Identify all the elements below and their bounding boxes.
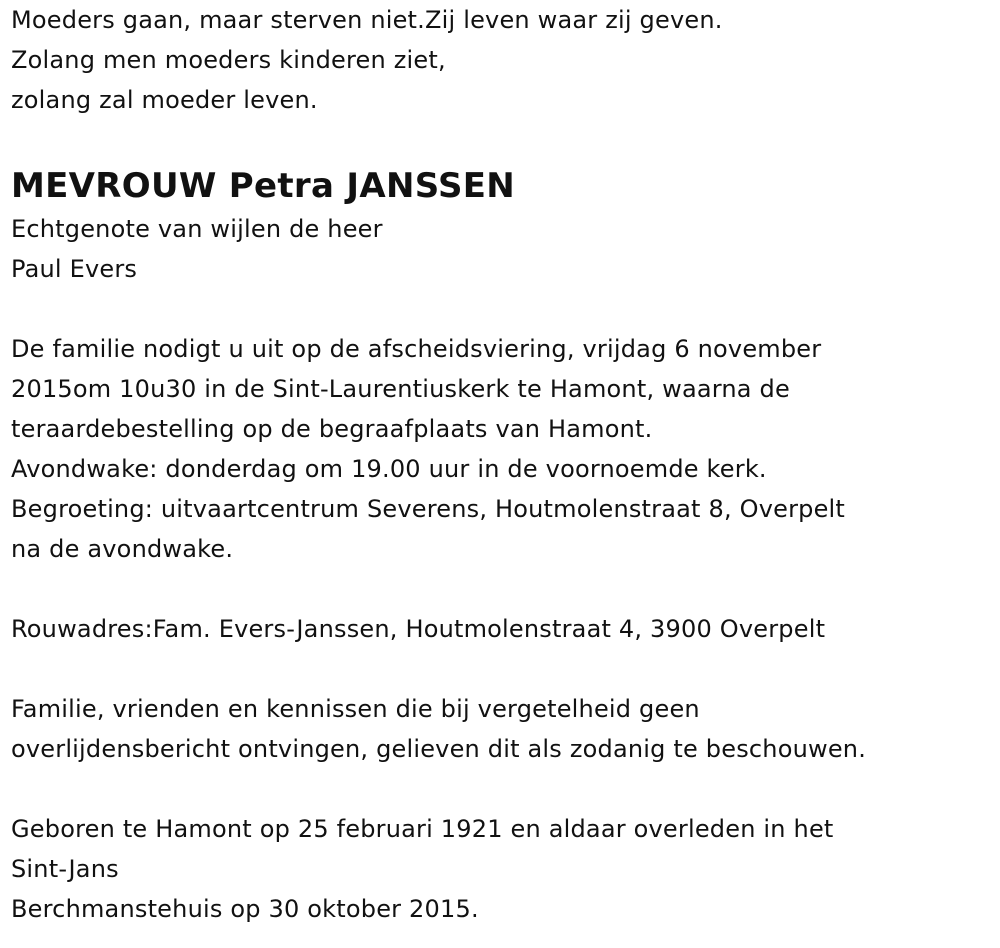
birth-death-line: Sint-Jans: [11, 855, 119, 883]
birth-death-line: Geboren te Hamont op 25 februari 1921 en aldaar overleden in het: [11, 815, 834, 843]
ceremony-line: teraardebestelling op de begraafplaats van Hamont.: [11, 415, 653, 443]
ceremony-line: De familie nodigt u uit op de afscheidsviering, vrijdag 6 november: [11, 335, 822, 363]
spacer: [11, 769, 986, 809]
poem: [11, 0, 986, 120]
spouse-line: Echtgenote van wijlen de heer: [11, 215, 383, 243]
spacer: [11, 569, 986, 609]
notice-line: Familie, vrienden en kennissen die bij vergetelheid geen: [11, 695, 700, 723]
spouse-line: Paul Evers: [11, 255, 138, 283]
birth-death-info: [11, 809, 986, 929]
spacer: [11, 649, 986, 689]
ceremony-line: 2015om 10u30 in de Sint-Laurentiuskerk te Hamont, waarna de: [11, 375, 790, 403]
birth-death-line: Berchmanstehuis op 30 oktober 2015.: [11, 895, 479, 923]
ceremony-info: [11, 329, 986, 569]
notice-info: [11, 689, 986, 769]
spouse-info: [11, 209, 986, 289]
ceremony-line: na de avondwake.: [11, 535, 234, 563]
mourning-address: Rouwadres:Fam. Evers-Janssen, Houtmolenstraat 4, 3900 Overpelt: [11, 615, 826, 643]
poem-line: Zolang men moeders kinderen ziet,: [11, 46, 446, 74]
deceased-name: MEVROUW Petra JANSSEN: [11, 166, 516, 206]
spacer: [11, 289, 986, 329]
poem-line: zolang zal moeder leven.: [11, 86, 318, 114]
ceremony-line: Begroeting: uitvaartcentrum Severens, Houtmolenstraat 8, Overpelt: [11, 495, 846, 523]
notice-line: overlijdensbericht ontvingen, gelieven dit als zodanig te beschouwen.: [11, 735, 867, 763]
poem-line: Moeders gaan, maar sterven niet.Zij leven waar zij geven.: [11, 6, 723, 34]
death-notice: [11, 0, 986, 929]
ceremony-line: Avondwake: donderdag om 19.00 uur in de voornoemde kerk.: [11, 455, 767, 483]
